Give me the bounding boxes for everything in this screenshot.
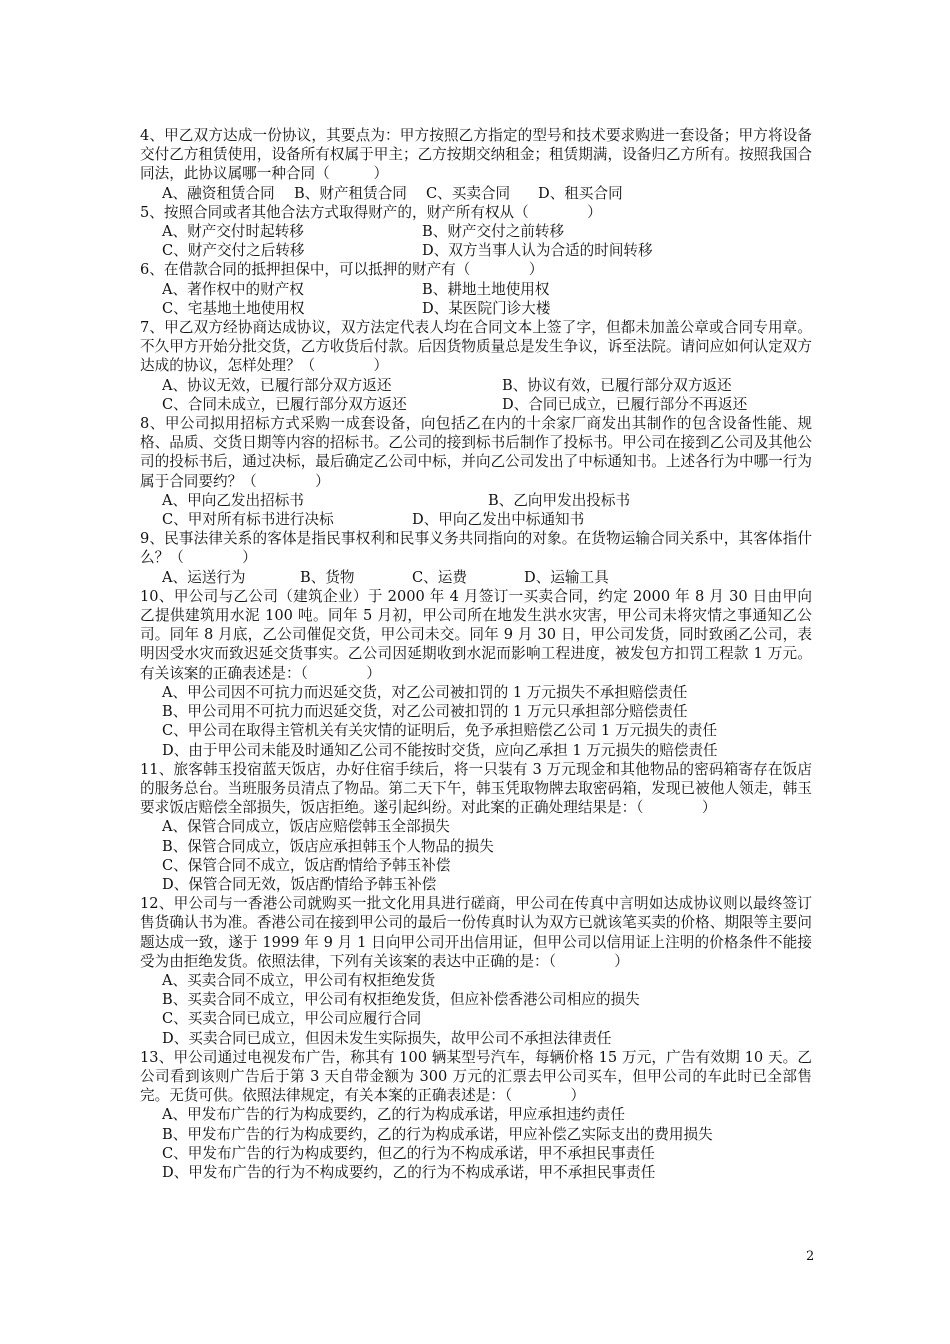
option-row — [162, 376, 812, 395]
answer-options — [140, 971, 812, 1048]
option-b: B、保管合同成立，饭店应承担韩玉个人物品的损失 — [162, 837, 494, 855]
answer-options — [140, 817, 812, 894]
option-row — [162, 568, 812, 587]
answer-options — [140, 280, 812, 318]
question-stem: 5、按照合同或者其他合法方式取得财产的，财产所有权从（ ） — [140, 203, 602, 221]
option-a: A、甲发布广告的行为构成要约，乙的行为构成承诺，甲应承担违约责任 — [162, 1106, 625, 1124]
option-row — [162, 222, 812, 241]
option-row — [162, 299, 812, 318]
question-10 — [140, 587, 812, 760]
option-a: A、融资租赁合同 — [162, 184, 275, 202]
option-d: D、租买合同 — [538, 184, 623, 202]
option-a: A、保管合同成立，饭店应赔偿韩玉全部损失 — [162, 818, 450, 836]
option-row — [162, 395, 812, 414]
option-d: D、合同已成立，已履行部分不再返还 — [502, 395, 748, 413]
question-5 — [140, 203, 812, 261]
answer-options — [140, 184, 812, 203]
option-b: B、财产租赁合同 — [294, 184, 407, 202]
option-c: C、运费 — [412, 568, 467, 586]
option-b: B、甲发布广告的行为构成要约，乙的行为构成承诺，甲应补偿乙实际支出的费用损失 — [162, 1125, 713, 1143]
option-b: B、乙向甲发出投标书 — [488, 491, 631, 509]
option-a: A、财产交付时起转移 — [162, 223, 304, 241]
option-c: C、买卖合同 — [426, 184, 511, 202]
option-d: D、由于甲公司未能及时通知乙公司不能按时交货，应向乙承担 1 万元损失的赔偿责任 — [162, 741, 718, 759]
question-9 — [140, 529, 812, 587]
question-stem: 12、甲公司与一香港公司就购买一批文化用具进行磋商，甲公司在传真中言明如达成协议则以最终签订售货确认书为准。香港公司在接到甲公司的最后一份传真时认为双方已就该笔买卖的价格、期限等主要问题达成一致，遂于 1999 年 9 月 1 日向甲公司开出信用证，但甲公司以信用证上注明的价格条件不能接受为由拒绝发货。依照法律，下列有关该案的表达中正确的是：（ ） — [140, 895, 812, 970]
option-d: D、双方当事人认为合适的时间转移 — [422, 242, 653, 260]
question-stem: 10、甲公司与乙公司（建筑企业）于 2000 年 4 月签订一买卖合同，约定 2000 年 8 月 30 日由甲向乙提供建筑用水泥 100 吨。同年 5 月初，甲公司所在地发生洪水灾害，甲公司未将灾情之事通知乙公司。同年 8 月底，乙公司催促交货，甲公司未交。同年 9 月 30 日，甲公司发货，同时致函乙公司，表明因受水灾而致迟延交货事实。乙公司因延期收到水泥而影响工程进度，被发包方扣罚工程款 1 万元。有关该案的正确表述是：（ ） — [140, 587, 812, 682]
option-c: C、宅基地土地使用权 — [162, 299, 305, 317]
option-c: C、甲发布广告的行为构成要约，但乙的行为不构成承诺，甲不承担民事责任 — [162, 1144, 655, 1162]
question-stem: 9、民事法律关系的客体是指民事权利和民事义务共同指向的对象。在货物运输合同关系中，其客体指什么？（ ） — [140, 530, 812, 567]
answer-options — [140, 568, 812, 587]
option-row — [162, 241, 812, 260]
option-a: A、运送行为 — [162, 568, 246, 586]
option-row — [162, 280, 812, 299]
option-d: D、买卖合同已成立，但因未发生实际损失，故甲公司不承担法律责任 — [162, 1029, 612, 1047]
question-stem: 13、甲公司通过电视发布广告，称其有 100 辆某型号汽车，每辆价格 15 万元，广告有效期 10 天。乙公司看到该则广告后于第 3 天自带金额为 300 万元的汇票去甲公司买车，但甲公司的车此时已全部售完。无货可供。依照法律规定，有关本案的正确表述是：（ ） — [140, 1048, 812, 1105]
option-b: B、耕地土地使用权 — [422, 280, 550, 298]
answer-options — [140, 683, 812, 760]
option-a: A、协议无效，已履行部分双方返还 — [162, 376, 392, 394]
question-list — [140, 126, 812, 1182]
question-11 — [140, 760, 812, 894]
option-b: B、买卖合同不成立，甲公司有权拒绝发货，但应补偿香港公司相应的损失 — [162, 991, 640, 1009]
answer-options — [140, 376, 812, 414]
option-c: C、财产交付之后转移 — [162, 242, 305, 260]
option-c: C、甲对所有标书进行决标 — [162, 511, 334, 529]
option-a: A、著作权中的财产权 — [162, 280, 304, 298]
option-d: D、甲发布广告的行为不构成要约，乙的行为不构成承诺，甲不承担民事责任 — [162, 1163, 656, 1181]
question-stem: 6、在借款合同的抵押担保中，可以抵押的财产有（ ） — [140, 261, 544, 279]
option-row — [162, 491, 812, 510]
question-6 — [140, 260, 812, 318]
option-a: A、甲公司因不可抗力而迟延交货，对乙公司被扣罚的 1 万元损失不承担赔偿责任 — [162, 683, 688, 701]
option-row — [162, 184, 812, 203]
option-c: C、买卖合同已成立，甲公司应履行合同 — [162, 1010, 422, 1028]
option-b: B、财产交付之前转移 — [422, 223, 565, 241]
page-number: 2 — [806, 1249, 815, 1264]
question-8 — [140, 414, 812, 529]
option-a: A、买卖合同不成立，甲公司有权拒绝发货 — [162, 971, 436, 989]
option-c: C、保管合同不成立，饭店酌情给予韩玉补偿 — [162, 856, 451, 874]
question-4 — [140, 126, 812, 203]
option-row — [162, 510, 812, 529]
answer-options — [140, 1105, 812, 1182]
option-b: B、货物 — [300, 568, 355, 586]
answer-options — [140, 491, 812, 529]
question-12 — [140, 894, 812, 1048]
option-d: D、某医院门诊大楼 — [422, 299, 551, 317]
question-7 — [140, 318, 812, 414]
answer-options — [140, 222, 812, 260]
option-c: C、合同未成立，已履行部分双方返还 — [162, 395, 407, 413]
option-b: B、协议有效，已履行部分双方返还 — [502, 376, 732, 394]
option-d: D、运输工具 — [524, 568, 609, 586]
option-d: D、保管合同无效，饭店酌情给予韩玉补偿 — [162, 875, 437, 893]
question-stem: 4、甲乙双方达成一份协议，其要点为：甲方按照乙方指定的型号和技术要求购进一套设备；甲方将设备交付乙方租赁使用，设备所有权属于甲主；乙方按期交纳租金；租赁期满，设备归乙方所有。按照我国合同法，此协议属哪一种合同（ ） — [140, 127, 812, 183]
option-c: C、甲公司在取得主管机关有关灾情的证明后，免予承担赔偿乙公司 1 万元损失的责任 — [162, 722, 718, 740]
option-d: D、甲向乙发出中标通知书 — [412, 511, 585, 529]
question-13 — [140, 1048, 812, 1182]
question-stem: 7、甲乙双方经协商达成协议，双方法定代表人均在合同文本上签了字，但都未加盖公章或合同专用章。不久甲方开始分批交货，乙方收货后付款。后因货物质量总是发生争议，诉至法院。请问应如何认定双方达成的协议，怎样处理？（ ） — [140, 319, 812, 375]
option-a: A、甲向乙发出招标书 — [162, 491, 304, 509]
option-b: B、甲公司用不可抗力而迟延交货，对乙公司被扣罚的 1 万元只承担部分赔偿责任 — [162, 703, 688, 721]
question-stem: 11、旅客韩玉投宿蓝天饭店，办好住宿手续后，将一只装有 3 万元现金和其他物品的密码箱寄存在饭店的服务总台。当班服务员清点了物品。第二天下午，韩玉凭取物牌去取密码箱，发现已被他人领走，韩玉要求饭店赔偿全部损失，饭店拒绝。遂引起纠纷。对此案的正确处理结果是：（ ） — [140, 760, 812, 817]
question-stem: 8、甲公司拟用招标方式采购一成套设备，向包括乙在内的十余家厂商发出其制作的包含设备性能、规格、品质、交货日期等内容的招标书。乙公司的接到标书后制作了投标书。甲公司在接到乙公司及其他公司的投标书后，通过决标，最后确定乙公司中标，并向乙公司发出了中标通知书。上述各行为中哪一行为属于合同要约？（ ） — [140, 415, 812, 490]
